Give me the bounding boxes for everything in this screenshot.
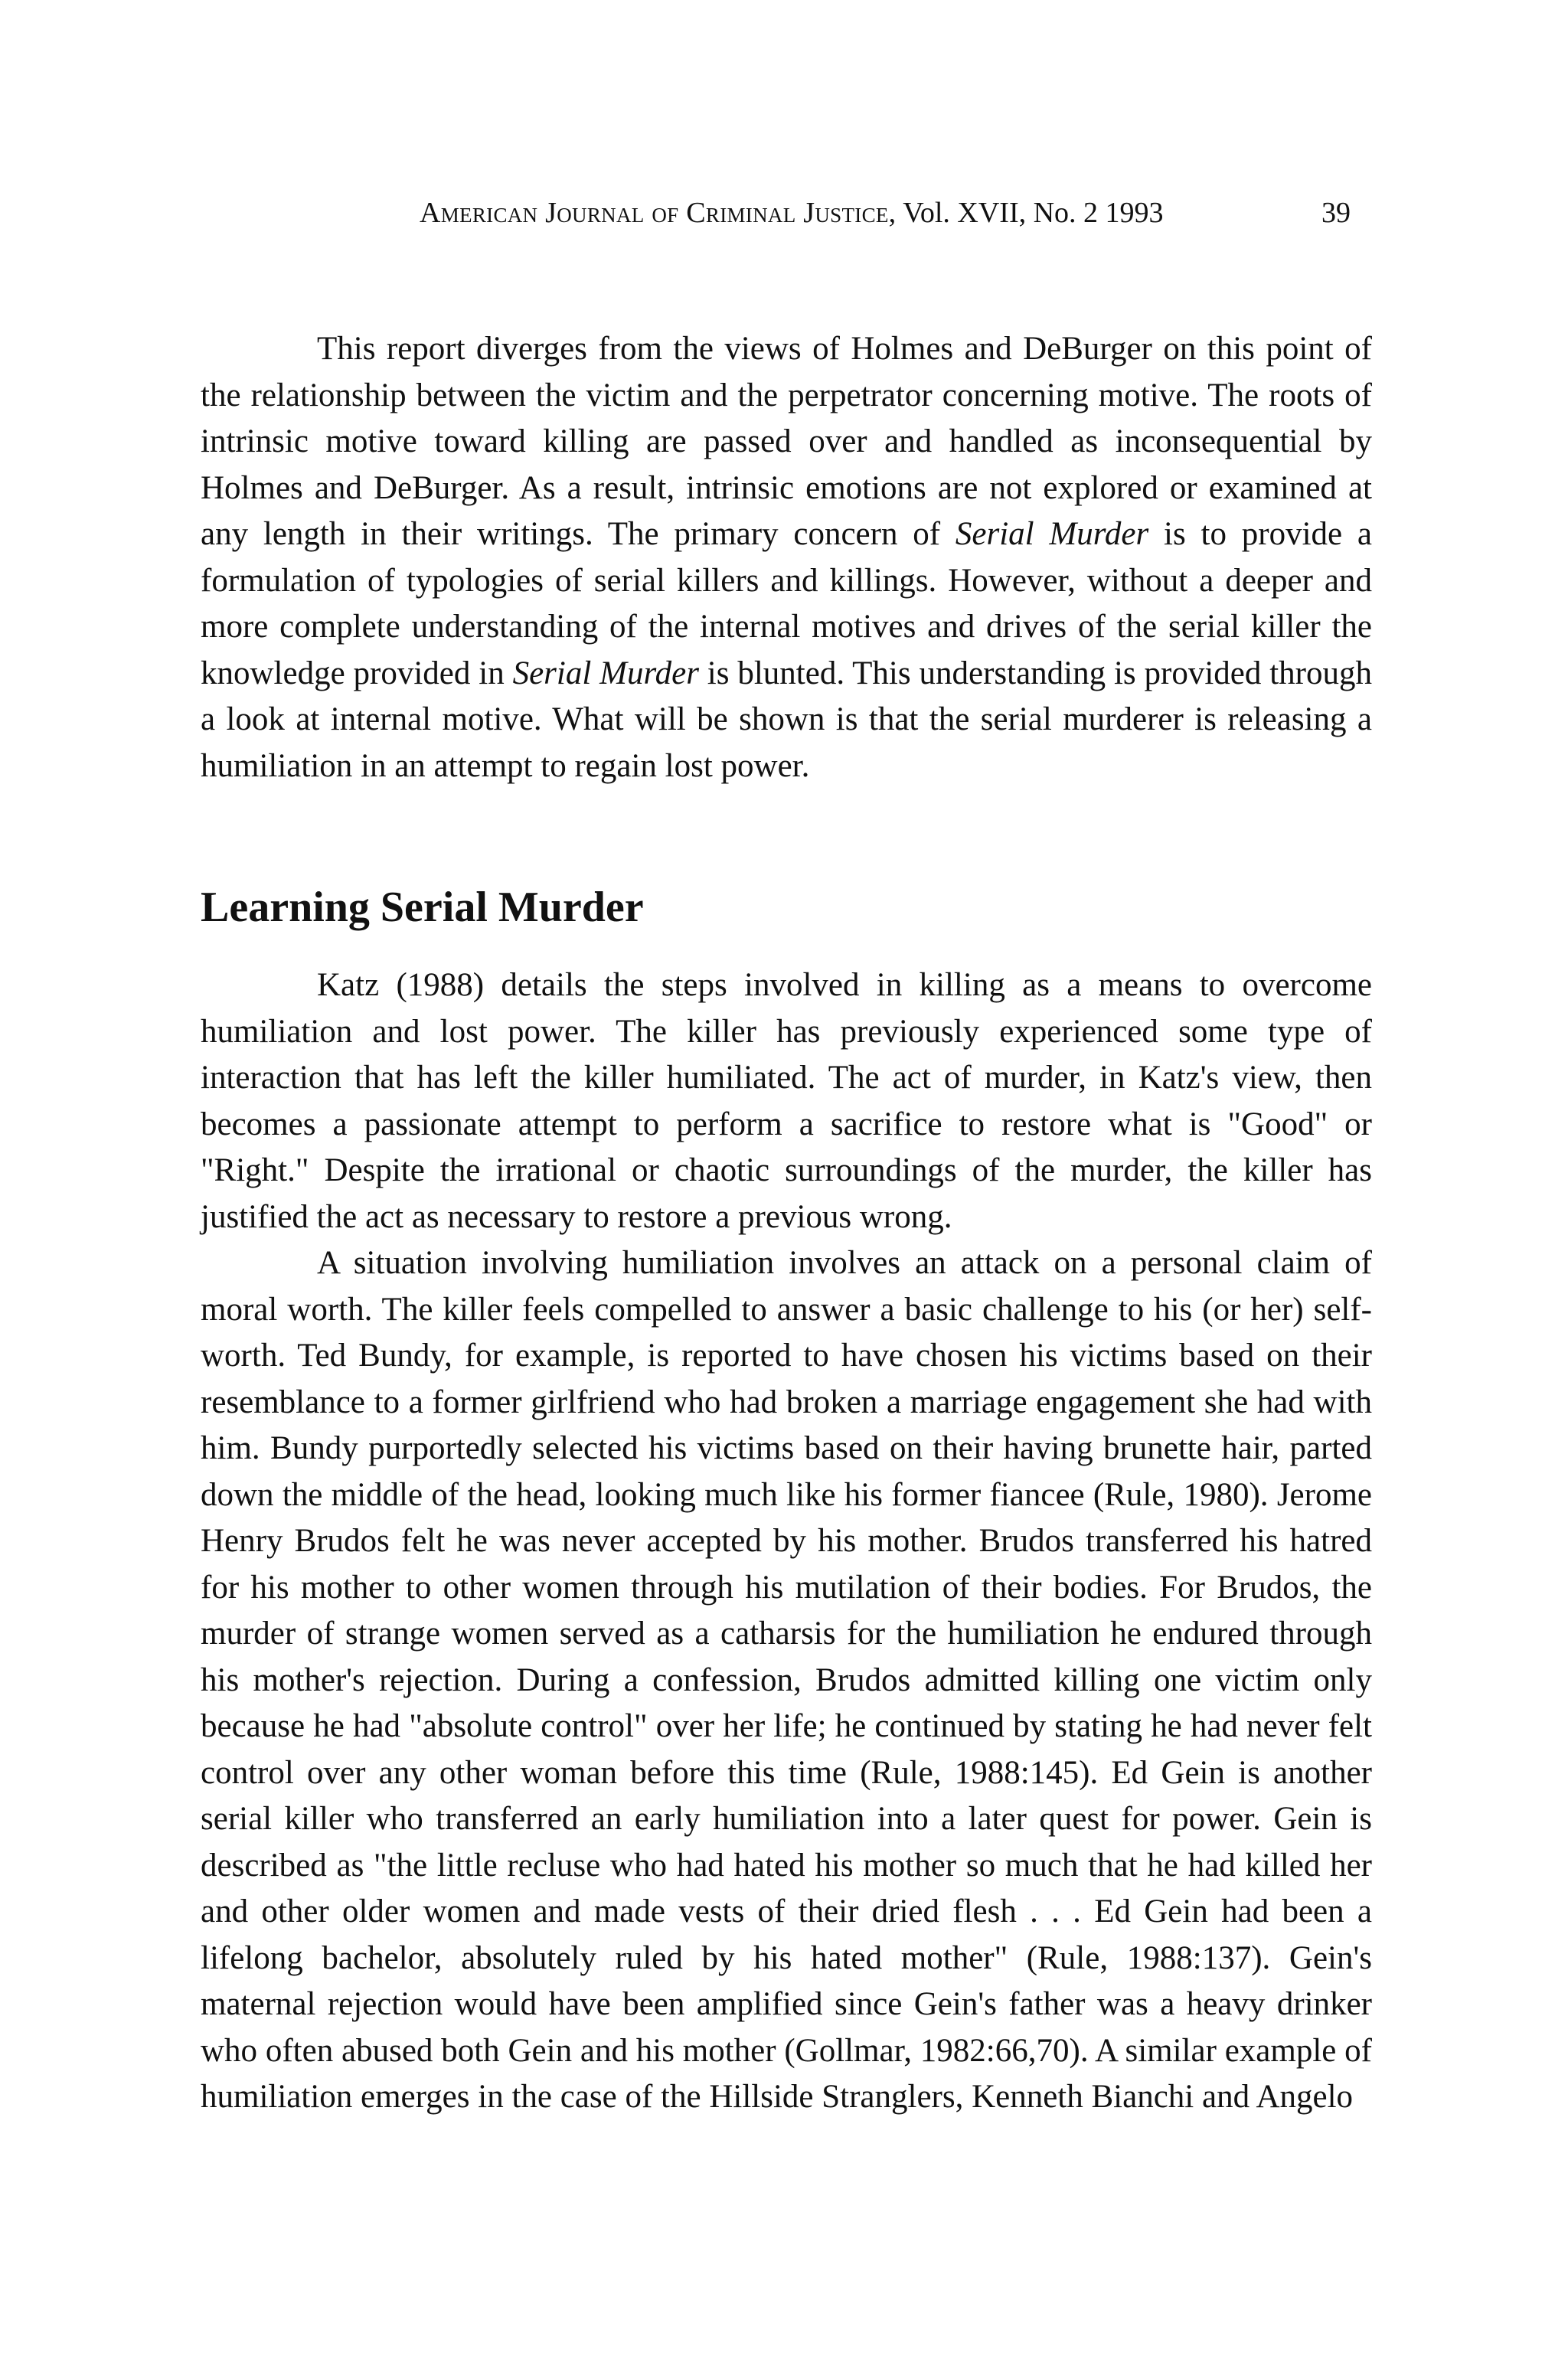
- intro-text-run: is blunted. This understanding is provided through a look at internal motive. What will be shown is that the serial murderer is releasing a humiliation in an attempt to regain lost power.: [201, 655, 1372, 784]
- intro-paragraph: [201, 326, 1372, 789]
- intro-section: [201, 326, 1372, 789]
- body-paragraph: Katz (1988) details the steps involved in killing as a means to overcome humiliation and lost power. The killer has previously experienced some type of interaction that has left the killer humiliated. The act of murder, in Katz's view, then becomes a passionate attempt to perform a sacrifice to restore what is "Good" or "Right." Despite the irrational or chaotic surroundings of the murder, the killer has justified the act as necessary to restore a previous wrong.: [201, 967, 1372, 1235]
- volume-issue-year: Vol. XVII, No. 2 1993: [903, 197, 1164, 229]
- book-title-italic: Serial Murder: [955, 516, 1149, 552]
- journal-title: American Journal of Criminal Justice,: [420, 197, 897, 229]
- page-number: 39: [1321, 197, 1351, 229]
- book-title-italic: Serial Murder: [512, 655, 699, 691]
- intro-text-run: This report diverges from the views of Holmes and DeBurger on this point of the relationship between the victim and the perpetrator concerning motive. The roots of intrinsic motive toward killing are passed over and handled as inconsequential by Holmes and DeBurger. As a result, intrinsic emotions are not explored or examined at any length in their writings. The primary concern of: [201, 331, 1372, 552]
- section-heading: Learning Serial Murder: [201, 884, 644, 931]
- body-paragraph: A situation involving humiliation involves an attack on a personal claim of moral worth. The killer feels compelled to answer a basic challenge to his (or her) self-worth. Ted Bundy, for example, is reported to have chosen his victims based on their resemblance to a former girlfriend who had broken a marriage engagement she had with him. Bundy purportedly selected his victims based on their having brunette hair, parted down the middle of the head, looking much like his former fiancee (Rule, 1980). Jerome Henry Brudos felt he was never accepted by his mother. Brudos transferred his hatred for his mother to other women through his mutilation of their bodies. For Brudos, the murder of strange women served as a catharsis for the humiliation he endured through his mother's rejection. During a confession, Brudos admitted killing one victim only because he had "absolute control" over her life; he continued by stating he had never felt control over any other woman before this time (Rule, 1988:145). Ed Gein is another serial killer who transferred an early humiliation into a later quest for power. Gein is described as "the little recluse who had hated his mother so much that he had killed her and other older women and made vests of their dried flesh . . . Ed Gein had been a lifelong bachelor, absolutely ruled by his hated mother" (Rule, 1988:137). Gein's maternal rejection would have been amplified since Gein's father was a heavy drinker who often abused both Gein and his mother (Gollmar, 1982:66,70). A similar example of humiliation emerges in the case of the Hillside Stranglers, Kenneth Bianchi and Angelo: [201, 1245, 1372, 2115]
- section-body: [201, 962, 1372, 2121]
- intro-text-run: is to provide a formulation of typologies of serial killers and killings. However, without a deeper and more complete understanding of the internal motives and drives of the serial killer the knowledge provided in: [201, 516, 1373, 691]
- running-head: [420, 195, 1384, 230]
